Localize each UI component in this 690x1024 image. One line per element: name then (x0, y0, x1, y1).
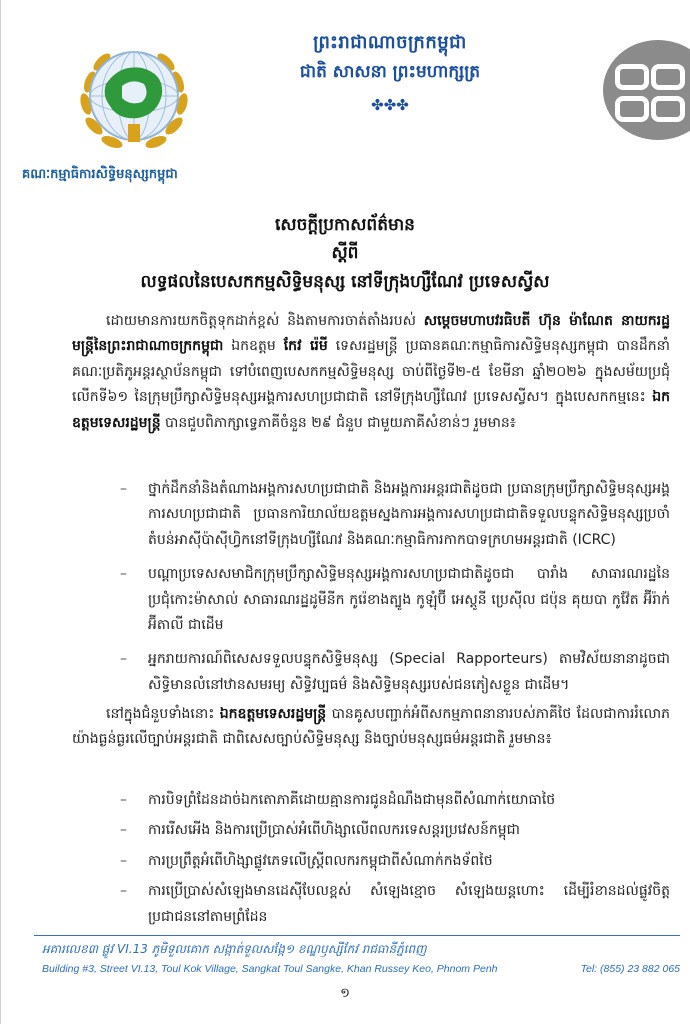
list-item (118, 849, 670, 874)
footer-phone[interactable]: Tel: (855) 23 882 065 (580, 963, 680, 975)
violations-list (118, 788, 670, 935)
kingdom-motto: ជាតិ សាសនា ព្រះមហាក្សត្រ (299, 62, 481, 82)
list-item-text: ការរើសអើង និងការប្រើប្រាស់អំពើហិង្សាលើពលករទេសន្តរប្រវេសន៍កម្ពុជា (148, 822, 520, 839)
dash-bullet-icon: – (120, 481, 127, 497)
globe-emblem-icon (72, 34, 196, 158)
list-item (118, 818, 670, 843)
list-item-text: ការប្រព្រឹត្តអំពើហិង្សាផ្លូវភេទលើស្ត្រីពលករកម្ពុជាពីសំណាក់កងទ័ពថៃ (148, 852, 493, 869)
intro-text-2: ឯកឧត្តម (223, 338, 284, 355)
para2-text-2: បានគូសបញ្ជាក់អំពីសកម្មភាពនានារបស់ភាគីថៃ ដែលជាការរំលោភយ៉ាងធ្ងន់ធ្ងរលើច្បាប់អន្តរជាតិ ជាពិសេសច្បាប់សិទ្ធិមនុស្ស និងច្បាប់មនុស្សធម៌អន្តរជាតិ រួមមាន៖ (72, 706, 670, 748)
intro-text-1: ដោយមានការយកចិត្តទុកដាក់ខ្ពស់ និងតាមការចាត់តាំងរបស់ (106, 313, 424, 329)
grid-cell-icon (615, 96, 649, 122)
page-number: ១ (340, 986, 350, 1001)
footer-address-kh: អគារលេខ៣ ផ្លូវ VI.13 ភូមិទួលគោក សង្កាត់ទួលសង្កែ១ ខណ្ឌឫស្សីកែវ រាជធានីភ្នំពេញ (42, 942, 427, 956)
intro-text-3: ទេសរដ្ឋមន្ត្រី ប្រធានគណៈកម្មាធិការសិទ្ធិមនុស្សកម្ពុជា បានដឹកនាំគណៈប្រតិភូអន្តរស្ថាប័នកម្ពុជា ទៅបំពេញបេសកកម្មសិទ្ធិមនុស្ស ចាប់ពីថ្ងៃទី២-៥ ខែមីនា ឆ្នាំ២០២៦ ក្នុងសម័យប្រជុំលើកទី៦១ នៃក្រុមប្រឹក្សាសិទ្ធិមនុស្សអង្គការសហប្រជាជាតិ នៅទីក្រុងហ្សឺណែវ ប្រទេសស្វីស។ ក្នុងបេសកកម្មនេះ (72, 338, 670, 406)
press-release-title: សេចក្តីប្រកាសព័ត៌មាន (275, 215, 415, 235)
list-item-text: ការបិទព្រំដែនដាច់ឯកតោភាគីដោយគ្មានការជូនដំណឹងជាមុនពីសំណាក់យោធាថៃ (148, 792, 556, 808)
kingdom-title: ព្រះរាជាណាចក្រកម្ពុជា (313, 32, 467, 53)
dash-bullet-icon: – (120, 822, 127, 839)
list-item-text: បណ្តាប្រទេសសមាជិកក្រុមប្រឹក្សាសិទ្ធិមនុស្សអង្គការសហប្រជាជាតិដូចជា បារាំង សាធារណរដ្ឋនៃប្រជុំកោះម៉ាសាល់ សាធារណរដ្ឋដូមីនីក កូរ៉េខាងត្បូង កូឡុំប៊ី អេស្តូនី ប្រេស៊ីល ជប៉ុន គុយបា កូវ៉ែត អ៊ីរ៉ាក់ អ៊ីតាលី ជាដើម (148, 566, 670, 634)
list-item (118, 788, 670, 813)
list-item (118, 477, 670, 553)
dash-bullet-icon: – (120, 883, 127, 900)
list-item-text: ថ្នាក់ដឹកនាំនិងតំណាងអង្គការសហប្រជាជាតិ និងអង្គការអន្តរជាតិដូចជា ប្រធានក្រុមប្រឹក្សាសិទ្ធិមនុស្សអង្គការសហប្រជាជាតិ ប្រធានការិយាល័យឧត្តមស្នងការអង្គការសហប្រជាជាតិទទួលបន្ទុកសិទ្ធិមនុស្សប្រចាំតំបន់អាស៊ីប៉ាស៊ីហ្វិកនៅទីក្រុងហ្សឺណែវ និងគណៈកម្មាធិការកាកបាទក្រហមអន្តរជាតិ (ICRC) (148, 481, 670, 548)
meeting-parties-list (118, 477, 670, 707)
grid-cell-icon (651, 96, 685, 122)
list-item-text: ការប្រើប្រាស់សំឡេងមានដេស៊ីបែលខ្ពស់ សំឡេងខ្មោច សំឡេងយន្តហោះ ដើម្បីរំខានដល់ផ្លូវចិត្តប្រជាជននៅតាមព្រំដែន (148, 883, 670, 925)
subject-title: លទ្ធផលនៃបេសកកម្មសិទ្ធិមនុស្ស នៅទីក្រុងហ្សឺណែវ ប្រទេសស្វីស (140, 272, 550, 292)
list-item (118, 879, 670, 930)
dash-bullet-icon: – (120, 852, 127, 869)
intro-bold-minister-title: ឯកឧត្តមទេសរដ្ឋមន្ត្រី (72, 389, 670, 431)
grid-cell-icon (615, 64, 649, 90)
grid-cell-icon (651, 64, 685, 90)
intro-bold-minister-name: កែវ រ៉េមី (283, 338, 328, 355)
list-item (118, 562, 670, 638)
footer-address-en: Building #3, Street VI.13, Toul Kok Village, Sangkat Toul Sangke, Khan Russey Keo, Phnom Penh (42, 963, 498, 975)
subject-label: ស្តីពី (331, 243, 359, 263)
ornament-divider-icon: ✤✤✤ (371, 96, 409, 114)
chrc-logo (72, 34, 196, 158)
para2-text-1: នៅក្នុងជំនួបទាំងនោះ (106, 706, 220, 722)
para2-bold-minister-title: ឯកឧត្តមទេសរដ្ឋមន្ត្រី (219, 706, 327, 722)
dash-bullet-icon: – (120, 792, 127, 808)
intro-paragraph (72, 309, 670, 436)
org-name: គណៈកម្មាធិការសិទ្ធិមនុស្សកម្ពុជា (22, 167, 178, 182)
dash-bullet-icon: – (120, 651, 127, 668)
intro-text-4: បានជួបពិភាក្សាទ្វេភាគីចំនួន ២៩ ជំនួប ជាមួយភាគីសំខាន់ៗ រួមមាន៖ (160, 414, 516, 431)
intro-bold-pm: សម្តេចមហាបវរធិបតី ហ៊ុន ម៉ាណែត នាយករដ្ឋមន្ត្រីនៃព្រះរាជាណាចក្រកម្ពុជា (72, 313, 670, 355)
kingdom-header (250, 30, 530, 114)
dash-bullet-icon: – (120, 566, 127, 583)
list-item-text: អ្នករាយការណ៍ពិសេសទទួលបន្ទុកសិទ្ធិមនុស្ស (Special Rapporteurs) តាមវិស័យនានាដូចជា សិទ្ធិមានលំនៅឋានសមរម្យ សិទ្ធិវប្បធម៌ និងសិទ្ធិមនុស្សរបស់ជនភៀសខ្លួន ជាដើម។ (148, 651, 670, 693)
footer-divider (34, 935, 680, 936)
list-item (118, 647, 670, 698)
findings-paragraph (72, 702, 670, 753)
